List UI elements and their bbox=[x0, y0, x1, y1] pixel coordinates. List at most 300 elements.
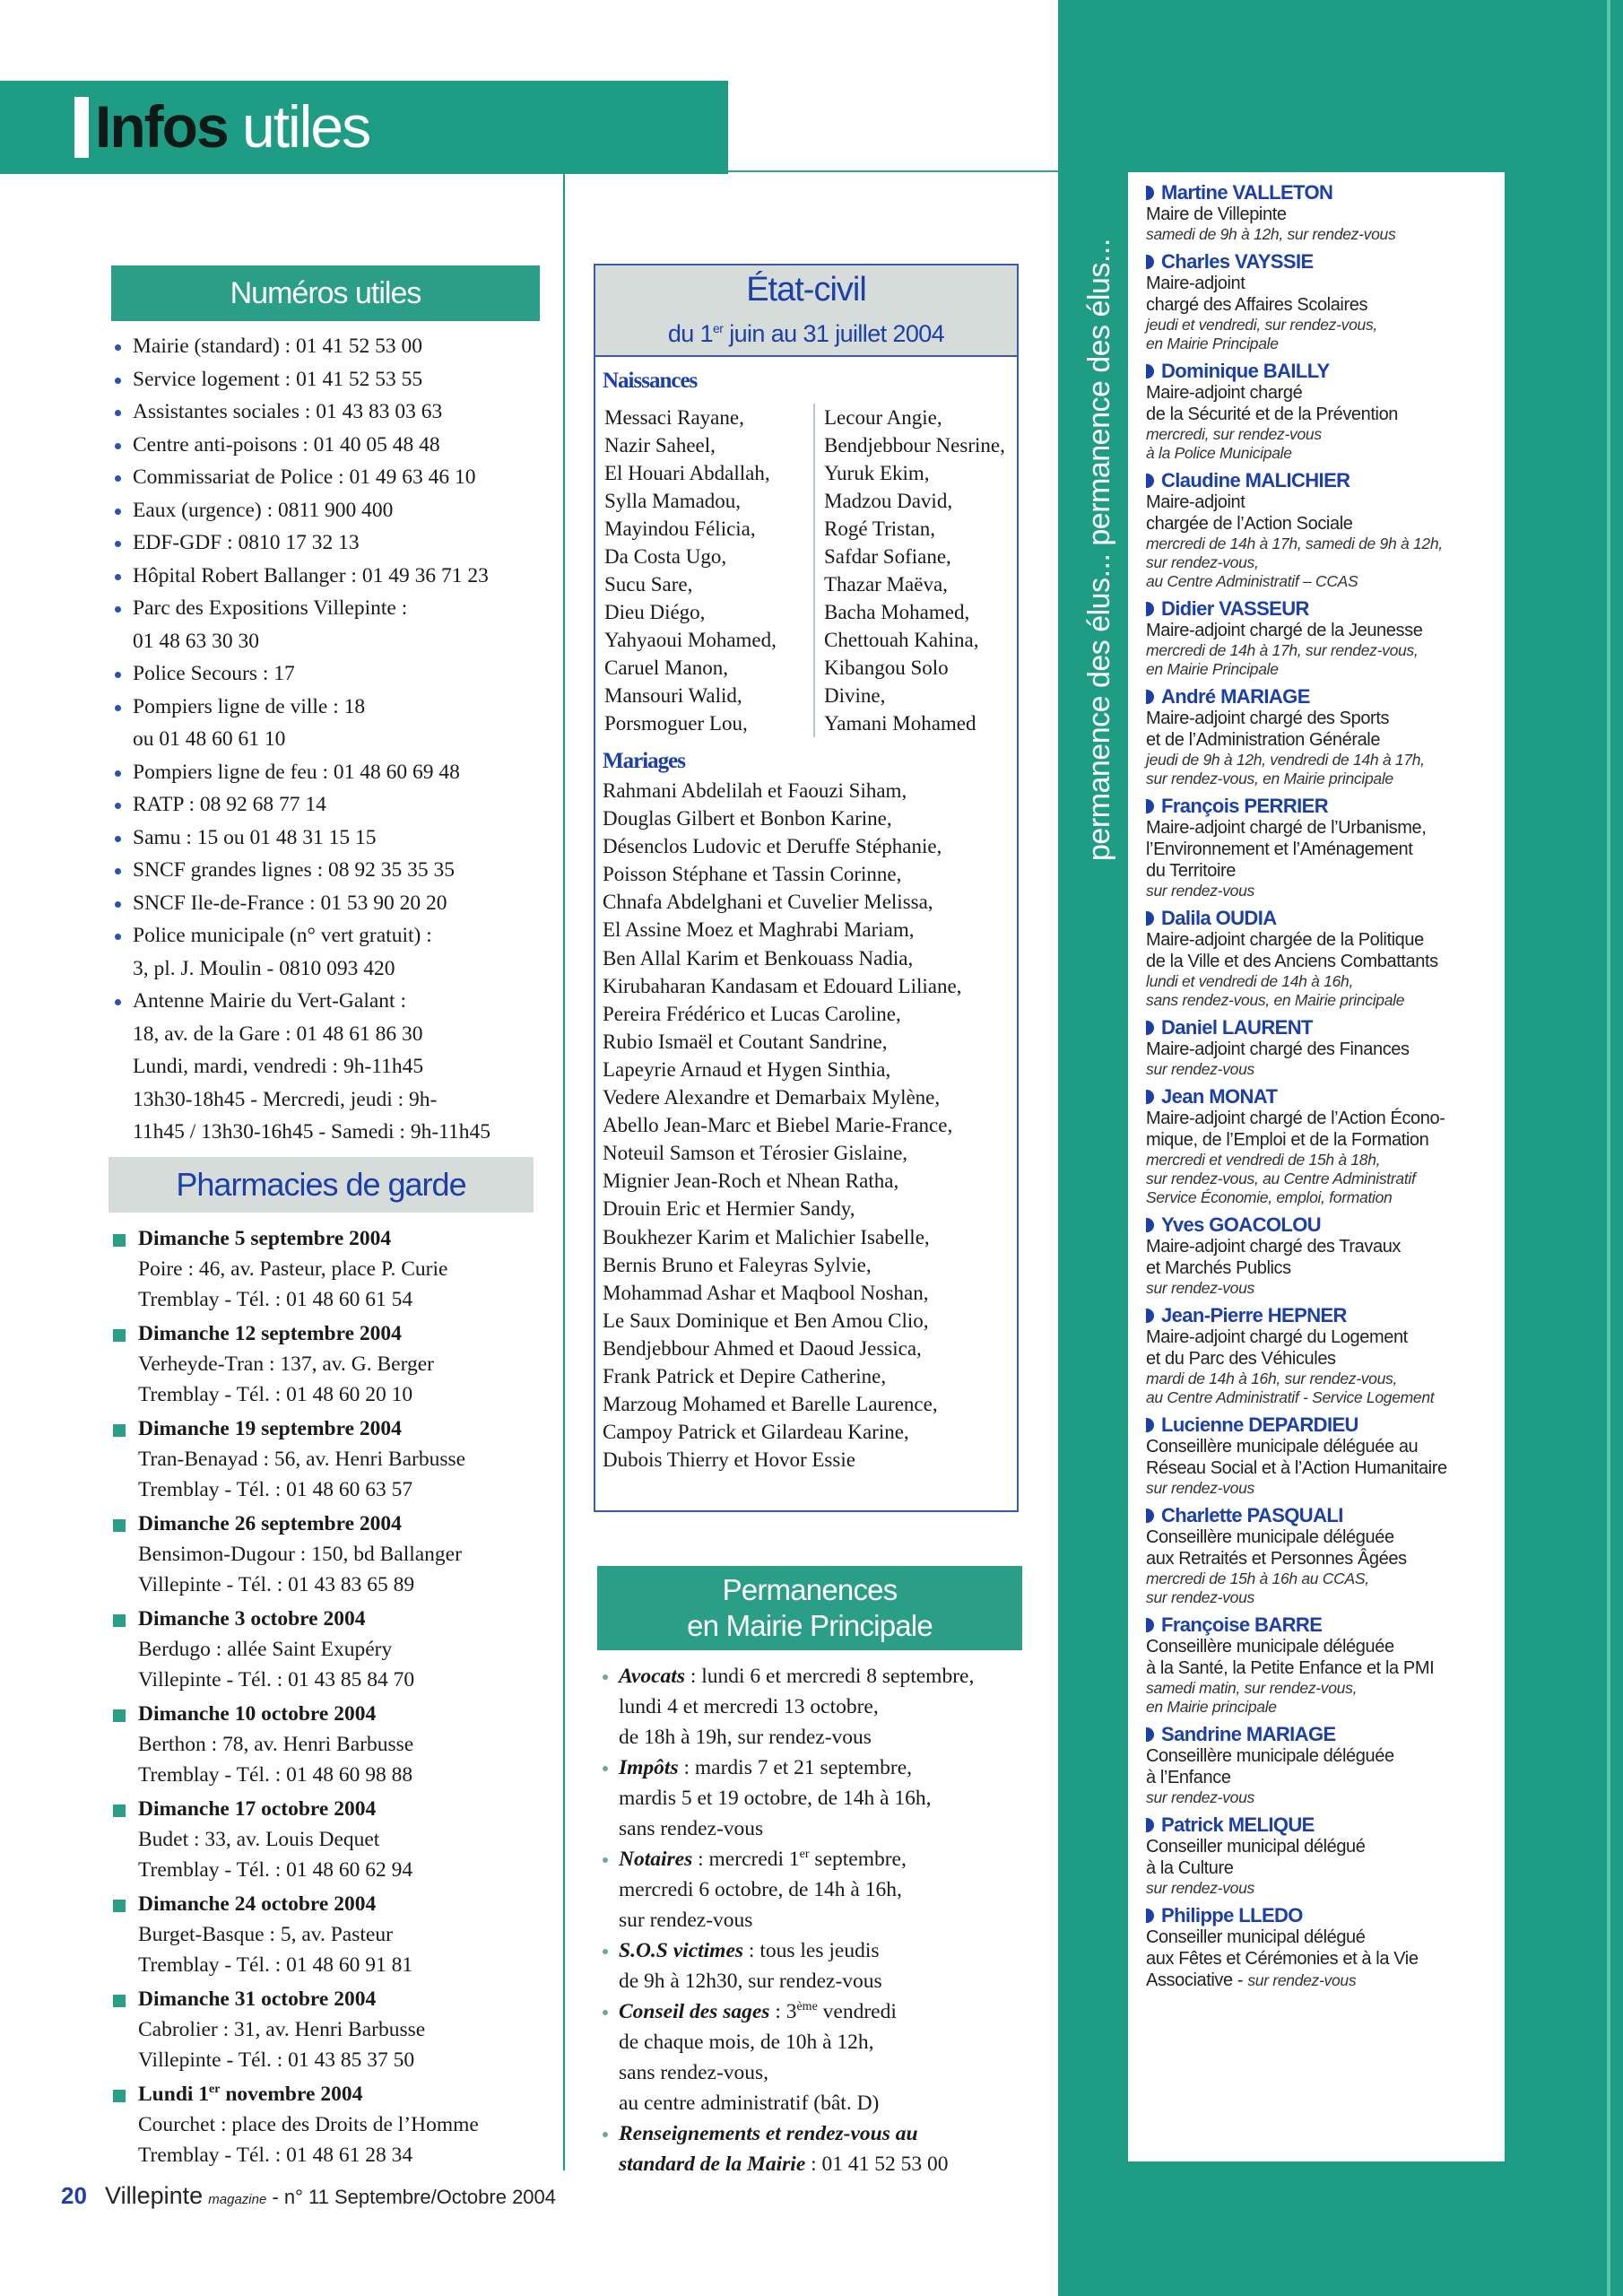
numero-item: Centre anti-poisons : 01 40 05 48 48 bbox=[111, 429, 560, 462]
permanence-line: au centre administratif (bât. D) bbox=[619, 2092, 880, 2115]
naissance-entry: Yuruk Ekim, bbox=[824, 462, 930, 484]
elu-schedule: jeudi et vendredi, sur rendez-vous, en Mairie Principale bbox=[1146, 316, 1377, 352]
elu-entry bbox=[1146, 469, 1505, 591]
page-title bbox=[95, 86, 369, 167]
elu-schedule: mardi de 14h à 16h, sur rendez-vous, au Centre Administratif - Service Logement bbox=[1146, 1370, 1435, 1406]
mariage-entry: Lapeyrie Arnaud et Hygen Sinthia, bbox=[603, 1057, 891, 1081]
elu-name: Patrick MELIQUE bbox=[1161, 1813, 1315, 1836]
naissance-entry: El Houari Abdallah, bbox=[604, 462, 770, 484]
magazine-name: Villepinte bbox=[105, 2182, 204, 2209]
numero-item: Eaux (urgence) : 0811 900 400 bbox=[111, 494, 560, 527]
naissance-entry: Messaci Rayane, bbox=[604, 406, 744, 429]
numero-item: Police municipale (n° vert gratuit) : 3, pl. J. Moulin - 0810 093 420 bbox=[111, 919, 560, 985]
pharmacie-item bbox=[111, 1223, 560, 1315]
elu-role-text: Maire-adjoint chargée de la Politique de la Ville et des Anciens Combattants bbox=[1146, 930, 1438, 971]
elu-name: Françoise BARRE bbox=[1161, 1613, 1323, 1636]
numero-item: SNCF grandes lignes : 08 92 35 35 35 bbox=[111, 854, 560, 887]
pharmacie-date: Dimanche 12 septembre 2004 bbox=[138, 1322, 402, 1345]
triangle-bullet-icon bbox=[1146, 1909, 1154, 1923]
triangle-bullet-icon bbox=[1146, 474, 1154, 488]
triangle-bullet-icon bbox=[1146, 1021, 1154, 1035]
permanence-label: Impôts bbox=[619, 1756, 679, 1779]
elu-role bbox=[1146, 1108, 1505, 1151]
elu-name-row bbox=[1146, 1213, 1505, 1236]
elu-role bbox=[1146, 1636, 1505, 1679]
naissance-entry: Chettouah Kahina, bbox=[824, 629, 979, 651]
page-title-bold: Infos bbox=[95, 93, 228, 160]
title-bar-mark bbox=[74, 97, 89, 158]
permanence-text: septembre, bbox=[809, 1848, 907, 1871]
elu-role bbox=[1146, 1745, 1505, 1788]
triangle-bullet-icon bbox=[1146, 1727, 1154, 1742]
pharmacie-phone: Tremblay - Tél. : 01 48 60 63 57 bbox=[138, 1478, 413, 1501]
elu-schedule: mercredi de 14h à 17h, samedi de 9h à 12h, sur rendez-vous, au Centre Administratif – CCAS bbox=[1146, 535, 1443, 590]
mariage-entry: Bernis Bruno et Faleyras Sylvie, bbox=[603, 1253, 872, 1276]
elu-name: Dominique BAILLY bbox=[1161, 360, 1330, 382]
numero-item: Commissariat de Police : 01 49 63 46 10 bbox=[111, 461, 560, 494]
naissance-entry: Porsmoguer Lou, bbox=[604, 712, 748, 735]
triangle-bullet-icon bbox=[1146, 602, 1154, 616]
pharmacie-address: Berthon : 78, av. Henri Barbusse bbox=[138, 1733, 414, 1756]
etat-civil-header bbox=[595, 265, 1017, 357]
permanence-item bbox=[597, 1752, 1028, 1844]
naissance-entry: Dieu Diégo, bbox=[604, 601, 706, 623]
elu-name-row bbox=[1146, 1723, 1505, 1745]
pharmacie-phone: Tremblay - Tél. : 01 48 60 62 94 bbox=[138, 1858, 413, 1882]
pharmacie-phone: Tremblay - Tél. : 01 48 60 20 10 bbox=[138, 1383, 413, 1406]
elu-role bbox=[1146, 273, 1505, 316]
permanence-line bbox=[619, 1661, 1028, 1692]
permanence-text: : mardis 7 et 21 septembre, bbox=[678, 1756, 913, 1779]
naissance-entry: Sucu Sare, bbox=[604, 573, 693, 596]
elu-schedule: samedi de 9h à 12h, sur rendez-vous bbox=[1146, 225, 1396, 243]
pharmacie-item bbox=[111, 1984, 560, 2075]
mariage-entry: Vedere Alexandre et Demarbaix Mylène, bbox=[603, 1086, 941, 1109]
elu-role-text: Maire-adjoint chargé des Affaires Scolaires bbox=[1146, 274, 1368, 315]
mariage-entry: Marzoug Mohamed et Barelle Laurence, bbox=[603, 1393, 938, 1416]
mariage-entry: Pereira Frédérico et Lucas Caroline, bbox=[603, 1002, 901, 1025]
naissances-column-2 bbox=[813, 404, 1005, 737]
elu-role bbox=[1146, 929, 1505, 972]
elu-entry bbox=[1146, 1085, 1505, 1207]
triangle-bullet-icon bbox=[1146, 1418, 1154, 1432]
mariage-entry: Boukhezer Karim et Malichier Isabelle, bbox=[603, 1225, 930, 1248]
top-rule bbox=[728, 170, 1062, 172]
elu-role bbox=[1146, 1236, 1505, 1279]
elu-role bbox=[1146, 708, 1505, 751]
naissance-entry: Da Costa Ugo, bbox=[604, 545, 727, 568]
elu-entry bbox=[1146, 1723, 1505, 1807]
elu-entry bbox=[1146, 1304, 1505, 1407]
elu-role-text: Conseillère municipale déléguée à la Santé, la Petite Enfance et la PMI bbox=[1146, 1637, 1435, 1678]
elu-role-text: Maire-adjoint chargé du Logement et du Parc des Véhicules bbox=[1146, 1327, 1408, 1369]
elu-name-row bbox=[1146, 795, 1505, 817]
elu-schedule: samedi matin, sur rendez-vous, en Mairie principale bbox=[1146, 1679, 1358, 1716]
elu-name-row bbox=[1146, 685, 1505, 708]
naissance-entry: Bendjebbour Nesrine, bbox=[824, 434, 1005, 457]
naissance-entry: Mayindou Félicia, bbox=[604, 517, 756, 540]
elu-name: Jean MONAT bbox=[1161, 1085, 1278, 1108]
page-footer bbox=[61, 2182, 556, 2210]
permanence-line: de chaque mois, de 10h à 12h, bbox=[619, 2031, 874, 2054]
triangle-bullet-icon bbox=[1146, 364, 1154, 378]
permanence-item bbox=[597, 1844, 1028, 1935]
permanence-line: sur rendez-vous bbox=[619, 1909, 753, 1932]
pharmacie-item bbox=[111, 2079, 560, 2170]
elu-name: Charlette PASQUALI bbox=[1161, 1504, 1343, 1526]
elu-entry bbox=[1146, 1813, 1505, 1898]
permanence-line: lundi 4 et mercredi 13 octobre, bbox=[619, 1695, 879, 1718]
elu-name: Jean-Pierre HEPNER bbox=[1161, 1304, 1347, 1326]
elu-schedule: mercredi de 15h à 16h au CCAS, sur rendez-vous bbox=[1146, 1570, 1369, 1606]
triangle-bullet-icon bbox=[1146, 799, 1154, 813]
mariage-entry: El Assine Moez et Maghrabi Mariam, bbox=[603, 918, 915, 942]
mariage-entry: Mohammad Ashar et Maqbool Noshan, bbox=[603, 1281, 929, 1304]
elu-role-text: Maire-adjoint chargé de l’Urbanisme, l’Environnement et l’Aménagement du Territoire bbox=[1146, 818, 1427, 881]
elu-entry bbox=[1146, 1613, 1505, 1717]
elu-name: Martine VALLETON bbox=[1161, 181, 1333, 204]
elu-entry bbox=[1146, 1413, 1505, 1498]
issue-info: - n° 11 Septembre/Octobre 2004 bbox=[272, 2186, 557, 2208]
elu-role bbox=[1146, 491, 1505, 535]
numero-item: SNCF Ile-de-France : 01 53 90 20 20 bbox=[111, 887, 560, 920]
elu-role-text: Maire-adjoint chargé de l’Action Écono- mique, de l’Emploi et de la Formation bbox=[1146, 1109, 1445, 1150]
permanence-label: Notaires bbox=[619, 1848, 693, 1871]
permanence-item bbox=[597, 1996, 1028, 2118]
pharmacie-date: Dimanche 19 septembre 2004 bbox=[138, 1417, 402, 1440]
elu-role-text: Conseiller municipal délégué aux Fêtes et Cérémonies et à la Vie Associative - bbox=[1146, 1927, 1419, 1990]
elu-name-row bbox=[1146, 181, 1505, 204]
pharmacies-heading: Pharmacies de garde bbox=[108, 1157, 534, 1213]
elu-role-text: Maire-adjoint chargé des Finances bbox=[1146, 1039, 1410, 1059]
pharmacie-phone: Tremblay - Tél. : 01 48 60 98 88 bbox=[138, 1763, 413, 1787]
mariages-label: Mariages bbox=[603, 749, 685, 773]
pharmacie-address: Tran-Benayad : 56, av. Henri Barbusse bbox=[138, 1448, 466, 1471]
pharmacie-date: Dimanche 10 octobre 2004 bbox=[138, 1702, 377, 1726]
pharmacie-address: Poire : 46, av. Pasteur, place P. Curie bbox=[138, 1257, 448, 1281]
elu-name: Sandrine MARIAGE bbox=[1161, 1723, 1336, 1745]
pharmacie-date: Dimanche 31 octobre 2004 bbox=[138, 1987, 377, 2011]
pharmacie-phone: Tremblay - Tél. : 01 48 60 61 54 bbox=[138, 1288, 413, 1311]
pharmacie-date: Dimanche 17 octobre 2004 bbox=[138, 1797, 377, 1821]
pharmacie-item bbox=[111, 1413, 560, 1505]
permanence-item bbox=[597, 2118, 1028, 2179]
numero-item: Service logement : 01 41 52 53 55 bbox=[111, 363, 560, 396]
mariage-entry: Rahmani Abdelilah et Faouzi Siham, bbox=[603, 779, 907, 802]
elu-role-text: Maire-adjoint chargé des Sports et de l’Administration Générale bbox=[1146, 709, 1390, 750]
elu-schedule: sur rendez-vous bbox=[1146, 882, 1254, 900]
permanence-label: Conseil des sages bbox=[619, 2000, 770, 2023]
elu-role bbox=[1146, 204, 1505, 225]
elu-entry bbox=[1146, 795, 1505, 900]
permanence-item bbox=[597, 1935, 1028, 1996]
permanence-line bbox=[619, 1752, 1028, 1783]
elu-schedule: lundi et vendredi de 14h à 16h, sans rendez-vous, en Mairie principale bbox=[1146, 972, 1405, 1009]
elu-name-row bbox=[1146, 597, 1505, 620]
naissance-entry: Mansouri Walid, bbox=[604, 684, 742, 707]
elu-entry bbox=[1146, 1016, 1505, 1079]
pharmacie-item bbox=[111, 1699, 560, 1790]
elu-name-row bbox=[1146, 1813, 1505, 1836]
permanence-line: sans rendez-vous bbox=[619, 1817, 764, 1840]
permanence-item bbox=[597, 1661, 1028, 1752]
elu-role-text: Maire-adjoint chargée de l’Action Sociale bbox=[1146, 492, 1353, 534]
elu-role bbox=[1146, 382, 1505, 425]
pharmacie-address: Courchet : place des Droits de l’Homme bbox=[138, 2113, 479, 2136]
elu-name: Charles VAYSSIE bbox=[1161, 250, 1314, 273]
elu-role-text: Conseillère municipale déléguée au Réseau Social et à l’Action Humanitaire bbox=[1146, 1437, 1447, 1478]
naissance-entry: Bacha Mohamed, bbox=[824, 601, 970, 623]
elu-name: Didier VASSEUR bbox=[1161, 597, 1309, 620]
permanences-list bbox=[597, 1661, 1028, 2179]
panel-edge bbox=[1607, 0, 1610, 2296]
numero-item: EDF-GDF : 0810 17 32 13 bbox=[111, 526, 560, 560]
triangle-bullet-icon bbox=[1146, 911, 1154, 926]
numero-item: Hôpital Robert Ballanger : 01 49 36 71 23 bbox=[111, 560, 560, 593]
naissances-list bbox=[604, 404, 1017, 737]
pharmacie-address: Budet : 33, av. Louis Dequet bbox=[138, 1828, 380, 1851]
period-sup: er bbox=[713, 321, 724, 335]
page-title-light: utiles bbox=[242, 93, 370, 160]
permanence-line: de 9h à 12h30, sur rendez-vous bbox=[619, 1970, 882, 1993]
permanence-phone: : 01 41 52 53 00 bbox=[805, 2152, 949, 2176]
naissances-label: Naissances bbox=[603, 369, 698, 393]
triangle-bullet-icon bbox=[1146, 1818, 1154, 1832]
mariage-entry: Campoy Patrick et Gilardeau Karine, bbox=[603, 1421, 909, 1444]
elu-name: Daniel LAURENT bbox=[1161, 1016, 1313, 1039]
naissance-entry: Safdar Sofiane, bbox=[824, 545, 951, 568]
elus-list bbox=[1128, 172, 1505, 2161]
pharmacie-address: Burget-Basque : 5, av. Pasteur bbox=[138, 1923, 393, 1946]
mariage-entry: Ben Allal Karim et Benkouass Nadia, bbox=[603, 946, 914, 970]
elu-role-text: Conseiller municipal délégué à la Culture bbox=[1146, 1837, 1366, 1878]
permanence-label: S.O.S victimes bbox=[619, 1939, 744, 1962]
permanence-text: : mercredi 1 bbox=[692, 1848, 800, 1871]
naissance-entry: Nazir Saheel, bbox=[604, 434, 716, 457]
mariage-entry: Rubio Ismaël et Coutant Sandrine, bbox=[603, 1030, 888, 1053]
naissance-entry: Caruel Manon, bbox=[604, 657, 728, 679]
elu-name-row bbox=[1146, 1016, 1505, 1039]
mariage-entry: Le Saux Dominique et Ben Amou Clio, bbox=[603, 1309, 929, 1332]
naissance-entry: Yahyaoui Mohamed, bbox=[604, 629, 777, 651]
numeros-utiles-list bbox=[111, 330, 560, 1149]
elu-role bbox=[1146, 1526, 1505, 1570]
permanences-heading-line2: en Mairie Principale bbox=[687, 1609, 933, 1642]
pharmacie-date: Dimanche 24 octobre 2004 bbox=[138, 1892, 377, 1916]
naissance-entry: Rogé Tristan, bbox=[824, 517, 935, 540]
permanence-sup: er bbox=[799, 1848, 810, 1862]
numero-item: Samu : 15 ou 01 48 31 15 15 bbox=[111, 822, 560, 855]
mariage-entry: Mignier Jean-Roch et Nhean Ratha, bbox=[603, 1170, 899, 1193]
elu-name-row bbox=[1146, 250, 1505, 273]
numero-item: Mairie (standard) : 01 41 52 53 00 bbox=[111, 330, 560, 363]
permanence-line: mardis 5 et 19 octobre, de 14h à 16h, bbox=[619, 1787, 932, 1810]
elu-entry bbox=[1146, 360, 1505, 463]
mariage-entry: Désenclos Ludovic et Deruffe Stéphanie, bbox=[603, 835, 942, 858]
triangle-bullet-icon bbox=[1146, 1509, 1154, 1523]
page-number: 20 bbox=[61, 2182, 87, 2209]
mariage-entry: Dubois Thierry et Hovor Essie bbox=[603, 1448, 855, 1472]
elu-schedule: sur rendez-vous bbox=[1146, 1279, 1254, 1297]
date-pre: Lundi 1 bbox=[138, 2083, 210, 2106]
etat-civil-period bbox=[595, 312, 1017, 350]
mariage-entry: Bendjebbour Ahmed et Daoud Jessica, bbox=[603, 1336, 922, 1360]
numeros-utiles-heading: Numéros utiles bbox=[111, 265, 540, 321]
permanence-text: : 3 bbox=[769, 2000, 797, 2023]
pharmacie-address: Berdugo : allée Saint Exupéry bbox=[138, 1638, 393, 1661]
pharmacie-date: Dimanche 26 septembre 2004 bbox=[138, 1512, 402, 1535]
period-pre: du 1 bbox=[667, 320, 714, 347]
numero-item: Pompiers ligne de ville : 18 ou 01 48 60 61 10 bbox=[111, 691, 560, 756]
permanence-line: mercredi 6 octobre, de 14h à 16h, bbox=[619, 1878, 902, 1901]
numero-item: Pompiers ligne de feu : 01 48 60 69 48 bbox=[111, 756, 560, 789]
elu-role-text: Maire-adjoint chargé de la Sécurité et de la Prévention bbox=[1146, 383, 1399, 424]
numero-item: RATP : 08 92 68 77 14 bbox=[111, 788, 560, 822]
elu-schedule: mercredi de 14h à 17h, sur rendez-vous, en Mairie Principale bbox=[1146, 641, 1419, 678]
permanences-heading bbox=[597, 1566, 1022, 1650]
elu-role bbox=[1146, 817, 1505, 882]
elu-schedule: sur rendez-vous bbox=[1247, 1971, 1357, 1989]
pharmacie-address: Verheyde-Tran : 137, av. G. Berger bbox=[138, 1352, 435, 1376]
permanence-line: sans rendez-vous, bbox=[619, 2061, 769, 2084]
elu-role-text: Maire de Villepinte bbox=[1146, 204, 1287, 224]
mariages-list bbox=[603, 777, 1017, 1474]
magazine-label: magazine bbox=[208, 2192, 267, 2207]
period-post: juin au 31 juillet 2004 bbox=[723, 320, 945, 347]
triangle-bullet-icon bbox=[1146, 255, 1154, 269]
elu-schedule: sur rendez-vous bbox=[1146, 1788, 1254, 1806]
naissance-entry: Lecour Angie, bbox=[824, 406, 942, 429]
elu-schedule: sur rendez-vous bbox=[1146, 1479, 1254, 1497]
pharmacie-date bbox=[138, 2079, 560, 2109]
elu-entry bbox=[1146, 1213, 1505, 1298]
permanence-line bbox=[619, 1844, 1028, 1874]
pharmacie-item bbox=[111, 1794, 560, 1885]
elu-name: Yves GOACOLOU bbox=[1161, 1213, 1322, 1236]
permanence-line bbox=[619, 1996, 1028, 2027]
permanence-line bbox=[619, 2149, 1028, 2179]
mariage-entry: Poisson Stéphane et Tassin Corinne, bbox=[603, 863, 902, 886]
mariage-entry: Noteuil Samson et Térosier Gislaine, bbox=[603, 1142, 908, 1165]
triangle-bullet-icon bbox=[1146, 186, 1154, 200]
elu-name-row bbox=[1146, 1304, 1505, 1326]
triangle-bullet-icon bbox=[1146, 1309, 1154, 1323]
pharmacie-date: Dimanche 3 octobre 2004 bbox=[138, 1607, 366, 1631]
triangle-bullet-icon bbox=[1146, 1090, 1154, 1104]
elu-name-row bbox=[1146, 360, 1505, 382]
elu-role bbox=[1146, 1326, 1505, 1370]
elu-schedule: mercredi, sur rendez-vous à la Police Municipale bbox=[1146, 425, 1322, 462]
triangle-bullet-icon bbox=[1146, 1618, 1154, 1632]
elu-name-row bbox=[1146, 469, 1505, 491]
pharmacie-phone: Tremblay - Tél. : 01 48 60 91 81 bbox=[138, 1953, 413, 1977]
etat-civil-box bbox=[594, 264, 1019, 1512]
naissance-entry: Thazar Maëva, bbox=[824, 573, 948, 596]
elu-role-text: Maire-adjoint chargé des Travaux et Marchés Publics bbox=[1146, 1237, 1402, 1278]
elu-role-text: Conseillère municipale déléguée aux Retraités et Personnes Âgées bbox=[1146, 1527, 1407, 1569]
permanence-text: : lundi 6 et mercredi 8 septembre, bbox=[684, 1665, 975, 1688]
naissance-entry: Kibangou Solo bbox=[824, 657, 949, 679]
naissance-entry: Sylla Mamadou, bbox=[604, 490, 742, 512]
elu-name: André MARIAGE bbox=[1161, 685, 1310, 708]
naissances-column-1 bbox=[604, 404, 806, 737]
permanence-line bbox=[619, 1935, 1028, 1966]
elu-entry bbox=[1146, 1904, 1505, 1991]
pharmacies-list bbox=[111, 1223, 560, 2174]
elu-schedule: sur rendez-vous bbox=[1146, 1879, 1254, 1897]
elu-schedule: mercredi et vendredi de 15h à 18h, sur rendez-vous, au Centre Administratif Service Économie, emploi, formation bbox=[1146, 1151, 1416, 1206]
section-title-band bbox=[0, 81, 728, 174]
pharmacie-address: Cabrolier : 31, av. Henri Barbusse bbox=[138, 2018, 426, 2041]
numero-item: Parc des Expositions Villepinte : 01 48 63 30 30 bbox=[111, 592, 560, 657]
column-divider bbox=[563, 174, 565, 2170]
triangle-bullet-icon bbox=[1146, 690, 1154, 704]
naissance-entry: Divine, bbox=[824, 684, 886, 707]
pharmacie-phone: Villepinte - Tél. : 01 43 83 65 89 bbox=[138, 1573, 415, 1596]
naissance-entry: Madzou David, bbox=[824, 490, 953, 512]
permanence-label: standard de la Mairie bbox=[619, 2152, 806, 2176]
elu-role bbox=[1146, 620, 1505, 641]
elu-name-row bbox=[1146, 1413, 1505, 1436]
date-post: novembre 2004 bbox=[220, 2083, 363, 2106]
elu-role bbox=[1146, 1836, 1505, 1879]
date-sup: er bbox=[209, 2083, 221, 2097]
triangle-bullet-icon bbox=[1146, 1218, 1154, 1232]
mariage-entry: Chnafa Abdelghani et Cuvelier Melissa, bbox=[603, 891, 933, 914]
numero-item: Assistantes sociales : 01 43 83 03 63 bbox=[111, 396, 560, 429]
permanences-heading-line1: Permanences bbox=[722, 1573, 898, 1606]
elu-name-row bbox=[1146, 1504, 1505, 1526]
mariage-entry: Frank Patrick et Depire Catherine, bbox=[603, 1364, 887, 1387]
permanence-label: Renseignements et rendez-vous au bbox=[619, 2122, 918, 2145]
elu-schedule: jeudi de 9h à 12h, vendredi de 14h à 17h, sur rendez-vous, en Mairie principale bbox=[1146, 751, 1425, 787]
pharmacie-date: Dimanche 5 septembre 2004 bbox=[138, 1227, 392, 1250]
pharmacie-address: Bensimon-Dugour : 150, bd Ballanger bbox=[138, 1543, 462, 1566]
elu-entry bbox=[1146, 907, 1505, 1010]
pharmacie-item bbox=[111, 1604, 560, 1695]
elu-name-row bbox=[1146, 1085, 1505, 1108]
elu-name: François PERRIER bbox=[1161, 795, 1329, 817]
pharmacie-item bbox=[111, 1509, 560, 1600]
elu-name: Philippe LLEDO bbox=[1161, 1904, 1303, 1926]
permanence-text: vendredi bbox=[817, 2000, 897, 2023]
elu-role bbox=[1146, 1926, 1505, 1991]
elu-entry bbox=[1146, 181, 1505, 244]
pharmacie-phone: Tremblay - Tél. : 01 48 61 28 34 bbox=[138, 2144, 413, 2167]
elu-name-row bbox=[1146, 1904, 1505, 1926]
elu-name: Claudine MALICHIER bbox=[1161, 469, 1350, 491]
elu-schedule: sur rendez-vous bbox=[1146, 1060, 1254, 1078]
elu-name-row bbox=[1146, 907, 1505, 929]
naissance-entry: Yamani Mohamed bbox=[824, 712, 976, 735]
pharmacie-phone: Villepinte - Tél. : 01 43 85 84 70 bbox=[138, 1668, 415, 1692]
pharmacie-item bbox=[111, 1889, 560, 1980]
mariage-entry: Abello Jean-Marc et Biebel Marie-France, bbox=[603, 1114, 953, 1137]
permanence-text: : tous les jeudis bbox=[743, 1939, 880, 1962]
elu-role-text: Conseillère municipale déléguée à l’Enfance bbox=[1146, 1746, 1394, 1787]
elu-entry bbox=[1146, 1504, 1505, 1607]
elu-role bbox=[1146, 1039, 1505, 1060]
permanence-sup: ème bbox=[796, 2000, 818, 2014]
pharmacie-item bbox=[111, 1318, 560, 1410]
elu-entry bbox=[1146, 597, 1505, 679]
etat-civil-title: État-civil bbox=[746, 271, 866, 309]
elu-name: Lucienne DEPARDIEU bbox=[1161, 1413, 1358, 1436]
numero-item: Antenne Mairie du Vert-Galant : 18, av. de la Gare : 01 48 61 86 30 Lundi, mardi, vendredi : 9h-11h45 13h30-18h45 - Mercredi, jeudi : 9h- 11h45 / 13h30-16h45 - Samedi : 9h-11h45 bbox=[111, 985, 560, 1149]
elu-role-text: Maire-adjoint chargé de la Jeunesse bbox=[1146, 621, 1423, 640]
permanence-des-elus-vertical-label: permanence des élus... permanence des élus... bbox=[1082, 239, 1116, 861]
elu-name: Dalila OUDIA bbox=[1161, 907, 1277, 929]
